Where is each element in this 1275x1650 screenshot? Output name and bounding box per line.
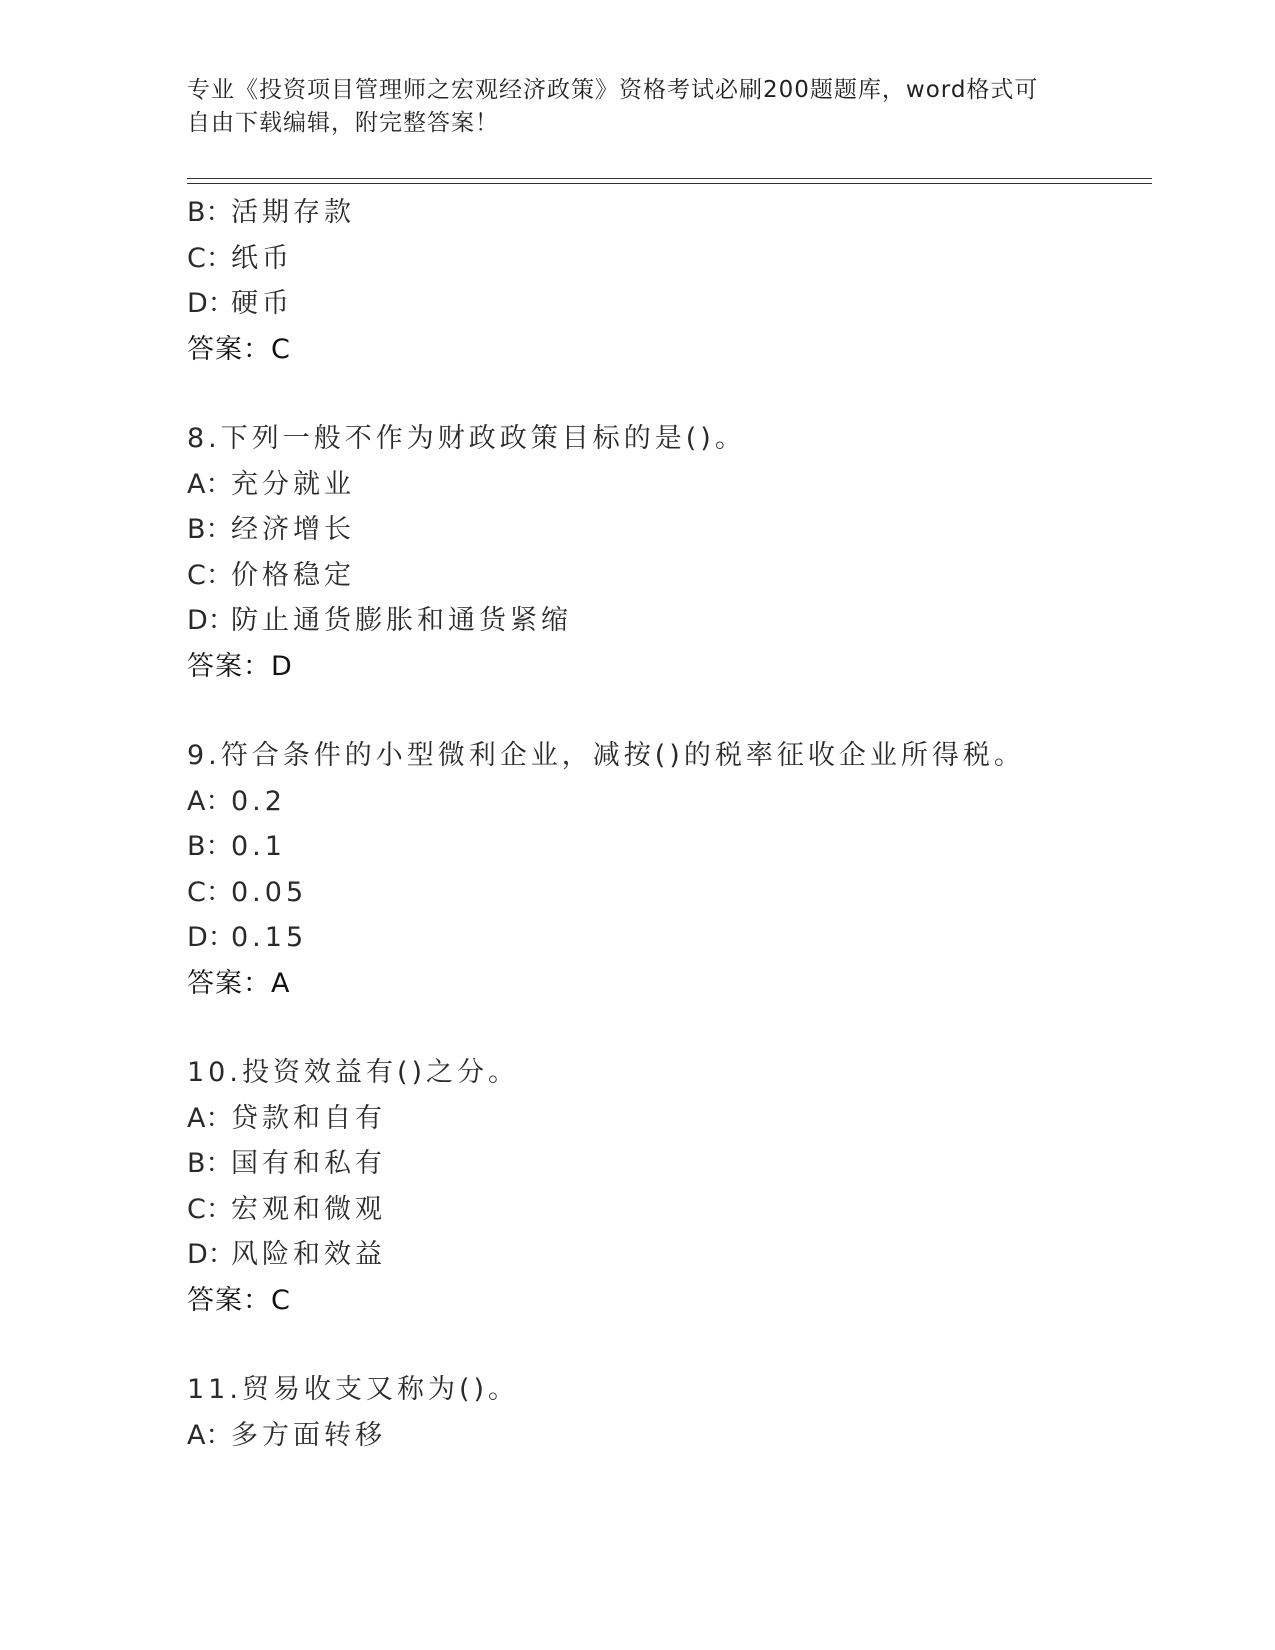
option-line bbox=[187, 915, 1147, 961]
answer-line: 答案：A bbox=[187, 967, 291, 999]
option-line bbox=[187, 236, 1147, 282]
option-text: 价格稳定 bbox=[231, 559, 355, 591]
question-stem: 9.符合条件的小型微利企业，减按()的税率征收企业所得税。 bbox=[187, 740, 1025, 771]
question-stem: 8.下列一般不作为财政政策目标的是()。 bbox=[187, 423, 746, 454]
option-key: D： bbox=[187, 1239, 235, 1270]
option-text: 0.2 bbox=[231, 785, 286, 817]
option-text: 风险和效益 bbox=[231, 1239, 386, 1270]
option-line bbox=[187, 1187, 1147, 1233]
option-line bbox=[187, 553, 1147, 599]
option-key: C： bbox=[187, 242, 233, 274]
option-line bbox=[187, 779, 1147, 825]
block-spacer bbox=[187, 689, 1147, 733]
question-list bbox=[187, 190, 1147, 1458]
answer-line: 答案：C bbox=[187, 1284, 291, 1316]
option-text: 宏观和微观 bbox=[231, 1193, 386, 1225]
option-text: 防止通货膨胀和通货紧缩 bbox=[231, 605, 572, 636]
header-title-line-2: 自由下载编辑，附完整答案！ bbox=[187, 110, 499, 136]
option-text: 0.05 bbox=[231, 876, 308, 908]
option-line bbox=[187, 507, 1147, 553]
block-spacer bbox=[187, 1006, 1147, 1050]
option-line bbox=[187, 190, 1147, 236]
option-key: A： bbox=[187, 785, 233, 817]
option-key: D： bbox=[187, 922, 235, 953]
option-key: B： bbox=[187, 197, 233, 228]
option-line bbox=[187, 1232, 1147, 1278]
option-line bbox=[187, 1141, 1147, 1187]
option-text: 多方面转移 bbox=[231, 1419, 386, 1451]
header-divider-bottom bbox=[187, 183, 1152, 184]
option-line bbox=[187, 1413, 1147, 1459]
question-stem: 11.贸易收支又称为()。 bbox=[187, 1374, 520, 1405]
option-key: C： bbox=[187, 1193, 233, 1225]
option-text: 0.1 bbox=[231, 831, 286, 862]
option-key: C： bbox=[187, 876, 233, 908]
question-stem: 10.投资效益有()之分。 bbox=[187, 1057, 520, 1088]
block-spacer bbox=[187, 1323, 1147, 1367]
option-key: D： bbox=[187, 288, 235, 319]
header-divider-top bbox=[187, 178, 1152, 179]
answer-line: 答案：D bbox=[187, 650, 293, 682]
option-key: A： bbox=[187, 468, 233, 500]
header-title-line-1: 专业《投资项目管理师之宏观经济政策》资格考试必刷200题题库，word格式可 bbox=[187, 77, 1039, 103]
option-text: 0.15 bbox=[231, 922, 308, 953]
option-key: D： bbox=[187, 605, 235, 636]
block-spacer bbox=[187, 372, 1147, 416]
document-header bbox=[187, 74, 1067, 140]
option-key: B： bbox=[187, 831, 233, 862]
option-text: 经济增长 bbox=[231, 514, 355, 545]
option-text: 贷款和自有 bbox=[231, 1102, 386, 1134]
option-text: 硬币 bbox=[231, 288, 293, 319]
option-line bbox=[187, 281, 1147, 327]
option-text: 国有和私有 bbox=[231, 1148, 386, 1179]
option-key: A： bbox=[187, 1102, 233, 1134]
option-key: B： bbox=[187, 514, 233, 545]
option-line bbox=[187, 598, 1147, 644]
option-key: B： bbox=[187, 1148, 233, 1179]
option-line bbox=[187, 1096, 1147, 1142]
option-key: C： bbox=[187, 559, 233, 591]
option-line bbox=[187, 824, 1147, 870]
option-key: A： bbox=[187, 1419, 233, 1451]
option-line bbox=[187, 462, 1147, 508]
option-line bbox=[187, 870, 1147, 916]
option-text: 活期存款 bbox=[231, 197, 355, 228]
option-text: 充分就业 bbox=[231, 468, 355, 500]
answer-line: 答案：C bbox=[187, 333, 291, 365]
option-text: 纸币 bbox=[231, 242, 293, 274]
